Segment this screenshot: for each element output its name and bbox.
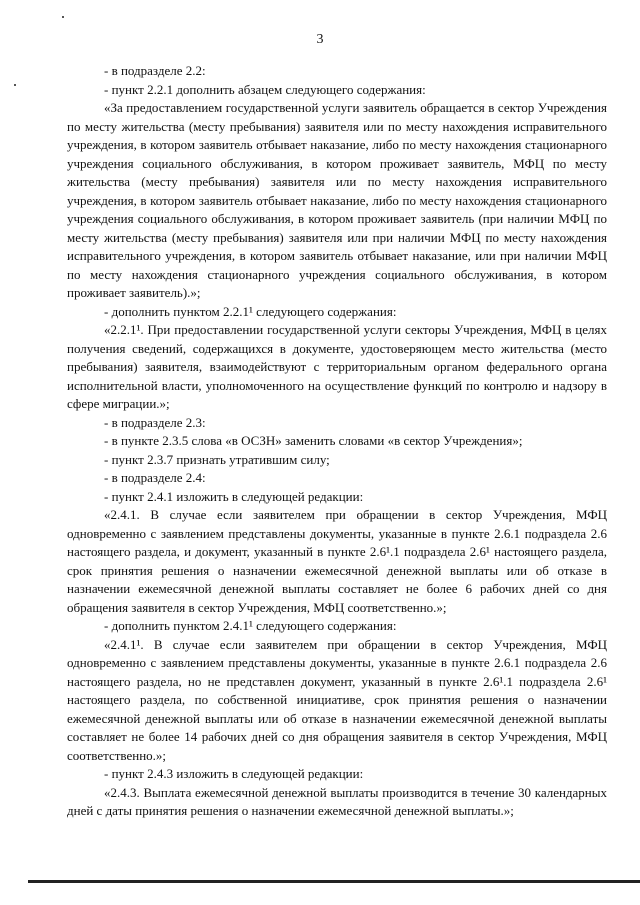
paragraph: - в подразделе 2.4: [104,470,206,485]
paragraph: - пункт 2.3.7 признать утратившим силу; [104,451,330,467]
paragraph: «2.4.1¹. В случае если заявителем при обращении в сектор Учреждения, МФЦ одновременно с заявлением представлены документы, указанные в пункте 2.6.1 подраздела 2.6 настоящего раздела, но не представлен документ, указанный в пункте 2.6¹.1 подраздела 2.6¹ настоящего раздела, по собственной инициативе, срок принятия решения о назначении ежемесячной денежной выплаты или об отказе в назначении ежемесячной денежной выплаты составляет не более 14 рабочих дней со дня обращения заявителя в сектор Учреждения, МФЦ соответственно.»; [67,636,607,763]
scan-speck [62,16,64,18]
document-body [67,62,607,821]
paragraph: «2.2.1¹. При предоставлении государственной услуги секторы Учреждения, МФЦ в целях получения сведений, содержащихся в документе, удостоверяющем место жительства (место пребывания) заявителя, взаимодействуют с территориальным органом федерального органа исполнительной власти, уполномоченного на осуществление функций по контролю и надзору в сфере миграции.»; [67,322,607,411]
paragraph: - в пункте 2.3.5 слова «в ОСЗН» заменить словами «в сектор Учреждения»; [104,433,523,448]
paragraph: - дополнить пунктом 2.4.1¹ следующего содержания: [104,618,397,633]
paragraph: «За предоставлением государственной услуги заявитель обращается в сектор Учреждения по месту жительства (месту пребывания) заявителя или по месту нахождения исправительного учреждения, в котором заявитель отбывает наказание, либо по месту нахождения стационарного учреждения социального обслуживания, в котором проживает заявитель, МФЦ по месту жительства (месту пребывания) заявителя или по месту нахождения исправительного учреждения, в котором заявитель отбывает наказание, либо по месту нахождения стационарного учреждения социального обслуживания, в котором проживает заявитель (при наличии МФЦ по месту жительства (месту пребывания) заявителя или при наличии МФЦ по месту нахождения исправительного учреждения, в котором заявитель отбывает наказание, или при наличии МФЦ по месту нахождения стационарного учреждения социального обслуживания, в котором проживает заявитель).»; [67,100,607,300]
paragraph: - пункт 2.4.3 изложить в следующей редакции: [104,766,364,781]
paragraph: - дополнить пунктом 2.2.1¹ следующего содержания: [104,303,397,319]
scan-speck [14,84,16,86]
bottom-scan-border [28,880,640,883]
paragraph: - в подразделе 2.2: [104,63,206,78]
paragraph: - в подразделе 2.3: [104,414,206,430]
paragraph: «2.4.3. Выплата ежемесячной денежной выплаты производится в течение 30 календарных дней с даты принятия решения о назначении ежемесячной денежной выплаты.»; [67,784,607,818]
paragraph: - пункт 2.2.1 дополнить абзацем следующего содержания: [104,81,426,97]
paragraph: «2.4.1. В случае если заявителем при обращении в сектор Учреждения, МФЦ одновременно с заявлением представлены документы, указанные в пункте 2.6.1 подраздела 2.6 настоящего раздела, и документ, указанный в пункте 2.6¹.1 подраздела 2.6¹ настоящего раздела, срок принятия решения о назначении ежемесячной денежной выплаты или об отказе в назначении ежемесячной денежной выплаты составляет не более 6 рабочих дней со дня обращения заявителя в сектор Учреждения, МФЦ соответственно.»; [67,507,607,615]
page-number: 3 [316,32,324,47]
paragraph: - пункт 2.4.1 изложить в следующей редакции: [104,488,364,504]
